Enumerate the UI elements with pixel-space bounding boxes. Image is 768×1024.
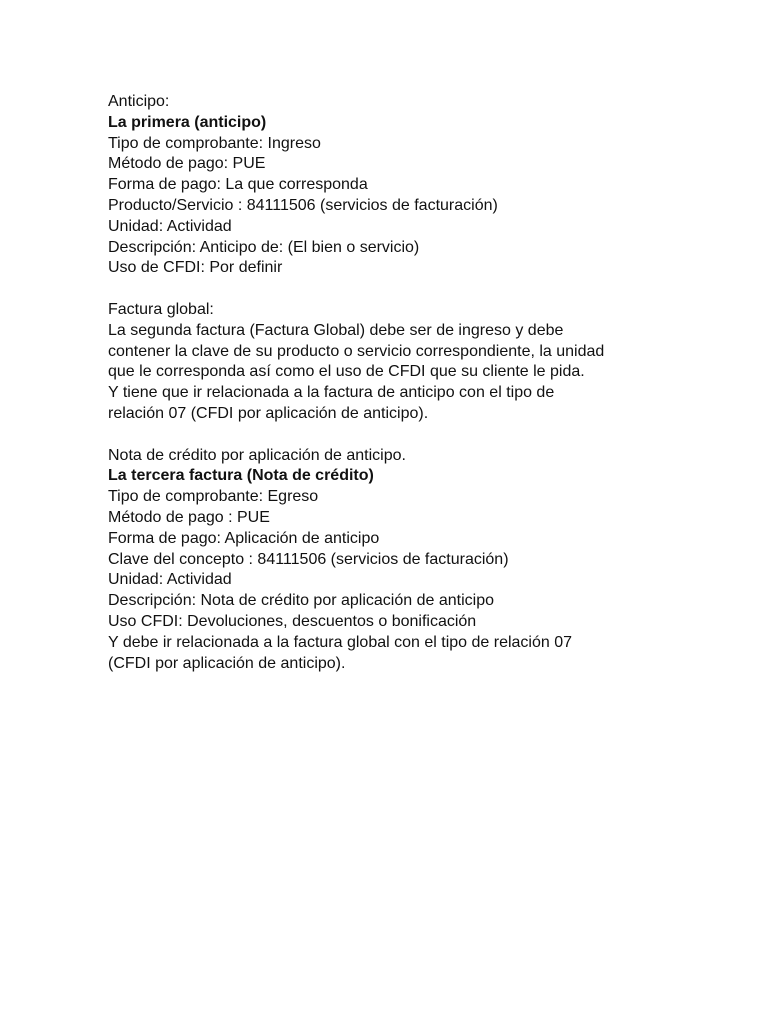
section-subheading-primera: La primera (anticipo) [108,113,267,131]
text-line: Clave del concepto : 84111506 (servicios de facturación) [108,550,509,568]
text-line: Método de pago: PUE [108,155,266,173]
text-line: relación 07 (CFDI por aplicación de anticipo). [108,404,429,422]
text-line: Uso de CFDI: Por definir [108,259,283,277]
text-line: (CFDI por aplicación de anticipo). [108,654,346,672]
text-line: La segunda factura (Factura Global) debe ser de ingreso y debe [108,321,564,339]
document-page [108,92,728,674]
paragraph-spacer [108,279,728,300]
section-heading-anticipo: Anticipo: [108,93,170,110]
text-line: que le corresponda así como el uso de CFDI que su cliente le pida. [108,363,585,381]
text-line: Unidad: Actividad [108,217,232,235]
text-line: Descripción: Anticipo de: (El bien o servicio) [108,238,420,256]
text-line: Método de pago : PUE [108,508,270,526]
text-line: contener la clave de su producto o servicio correspondiente, la unidad [108,342,605,360]
section-heading-factura-global: Factura global: [108,300,214,318]
text-line: Tipo de comprobante: Ingreso [108,134,321,152]
text-line: Forma de pago: La que corresponda [108,176,368,194]
section-heading-nota-credito: Nota de crédito por aplicación de anticipo. [108,446,406,464]
paragraph-spacer [108,425,728,446]
text-line: Tipo de comprobante: Egreso [108,488,319,506]
section-subheading-tercera: La tercera factura (Nota de crédito) [108,467,374,485]
text-line: Y debe ir relacionada a la factura global con el tipo de relación 07 [108,633,573,651]
text-line: Uso CFDI: Devoluciones, descuentos o bonificación [108,612,477,630]
text-line: Producto/Servicio : 84111506 (servicios de facturación) [108,196,498,214]
text-line: Unidad: Actividad [108,571,232,589]
text-line: Descripción: Nota de crédito por aplicación de anticipo [108,592,494,610]
text-line: Forma de pago: Aplicación de anticipo [108,529,380,547]
text-line: Y tiene que ir relacionada a la factura de anticipo con el tipo de [108,384,555,402]
